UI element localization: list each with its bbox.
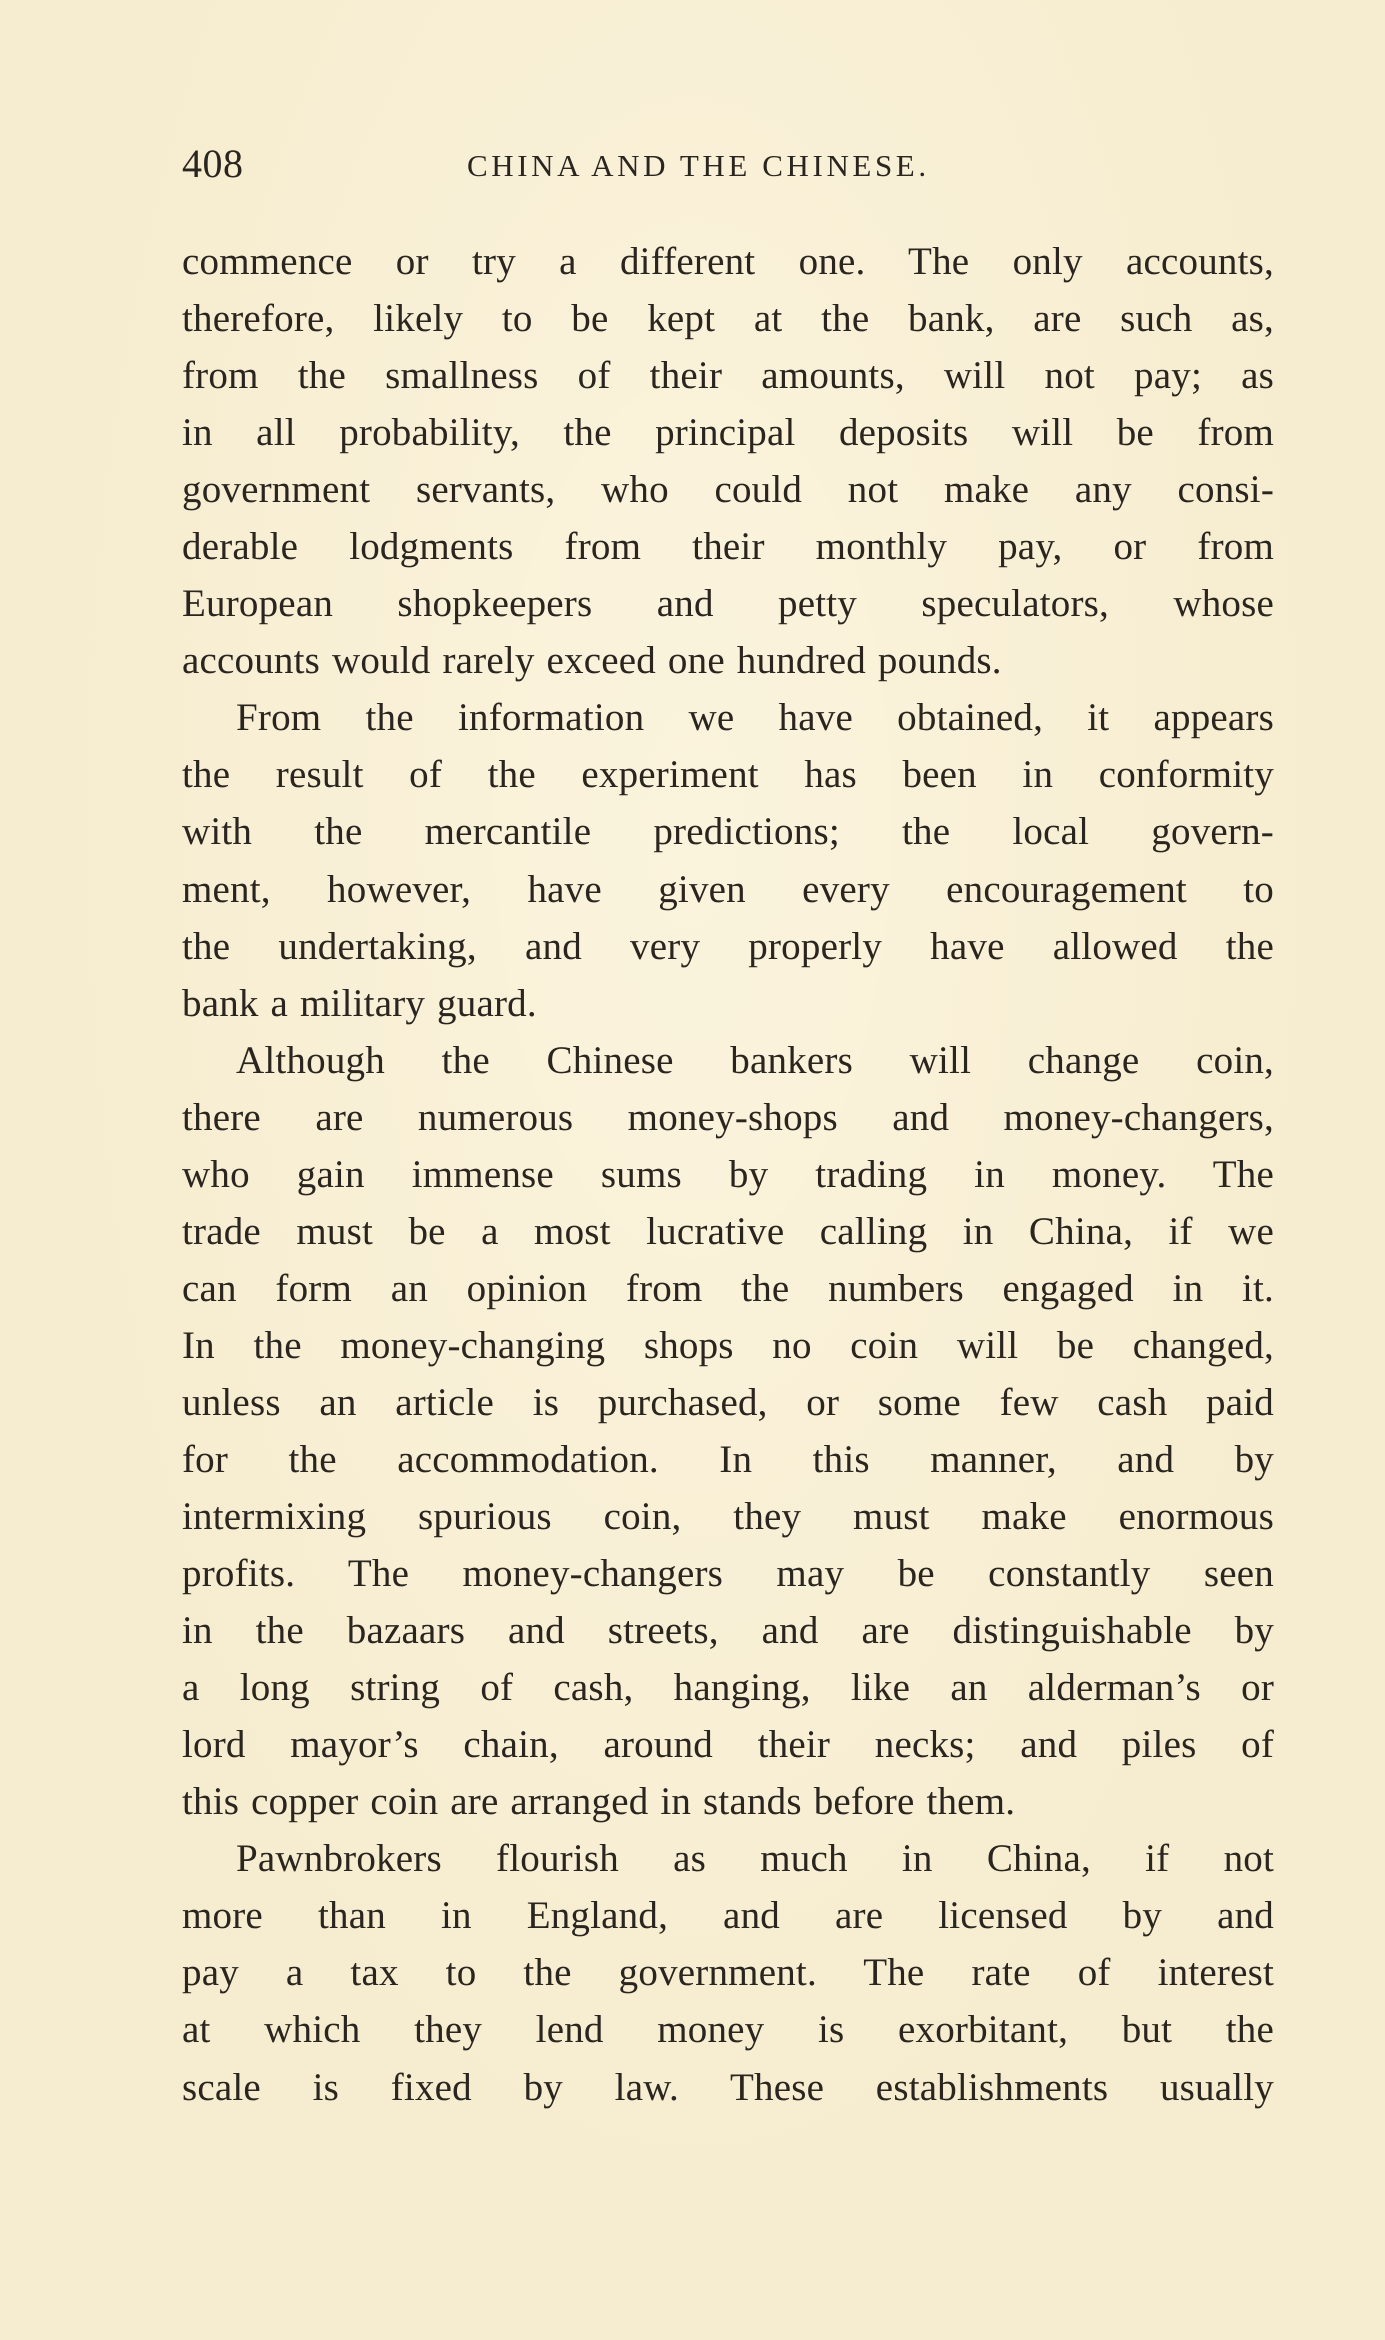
text-line: for the accommodation. In this manner, and by: [182, 1437, 1274, 1481]
text-line: this copper coin are arranged in stands before them.: [182, 1780, 1016, 1824]
text-line: at which they lend money is exorbitant, but the: [182, 2008, 1274, 2052]
text-line: therefore, likely to be kept at the bank, are such as,: [182, 297, 1274, 341]
text-line: who gain immense sums by trading in money. The: [182, 1152, 1274, 1196]
running-head: [182, 138, 1274, 190]
text-line: trade must be a most lucrative calling in China, if we: [182, 1209, 1274, 1253]
paragraph-first-line: From the information we have obtained, it appears: [236, 696, 1274, 740]
text-line: the undertaking, and very properly have allowed the: [182, 924, 1274, 968]
page-number: 408: [182, 141, 244, 186]
paragraph-first-line: Although the Chinese bankers will change coin,: [236, 1038, 1274, 1082]
text-line: lord mayor’s chain, around their necks; and piles of: [182, 1723, 1274, 1767]
text-line: with the mercantile predictions; the local govern-: [182, 810, 1274, 854]
text-line: accounts would rarely exceed one hundred pounds.: [182, 639, 1002, 683]
text-line: more than in England, and are licensed by and: [182, 1894, 1274, 1938]
text-line: derable lodgments from their monthly pay, or from: [182, 525, 1274, 569]
text-line: unless an article is purchased, or some few cash paid: [182, 1380, 1274, 1424]
text-line: pay a tax to the government. The rate of interest: [182, 1951, 1274, 1995]
paragraph-first-line: Pawnbrokers flourish as much in China, if not: [236, 1837, 1274, 1881]
body-text: [182, 233, 1274, 2116]
text-line: European shopkeepers and petty speculators, whose: [182, 582, 1274, 626]
text-line: the result of the experiment has been in conformity: [182, 753, 1274, 797]
text-line: commence or try a different one. The only accounts,: [182, 240, 1274, 283]
text-line: in all probability, the principal deposits will be from: [182, 411, 1274, 455]
text-line: government servants, who could not make any consi-: [182, 468, 1274, 512]
text-line: scale is fixed by law. These establishments usually: [182, 2065, 1274, 2109]
running-title: CHINA AND THE CHINESE.: [467, 148, 930, 183]
text-line: from the smallness of their amounts, will not pay; as: [182, 354, 1274, 398]
text-line: intermixing spurious coin, they must make enormous: [182, 1495, 1274, 1539]
text-line: profits. The money-changers may be constantly seen: [182, 1552, 1274, 1596]
text-line: can form an opinion from the numbers engaged in it.: [182, 1266, 1274, 1310]
text-line: in the bazaars and streets, and are distinguishable by: [182, 1609, 1274, 1653]
text-line: a long string of cash, hanging, like an alderman’s or: [182, 1666, 1274, 1710]
text-line: In the money-changing shops no coin will be changed,: [182, 1323, 1274, 1367]
text-line: there are numerous money-shops and money-changers,: [182, 1095, 1274, 1139]
text-line: bank a military guard.: [182, 981, 537, 1025]
text-line: ment, however, have given every encouragement to: [182, 867, 1274, 911]
